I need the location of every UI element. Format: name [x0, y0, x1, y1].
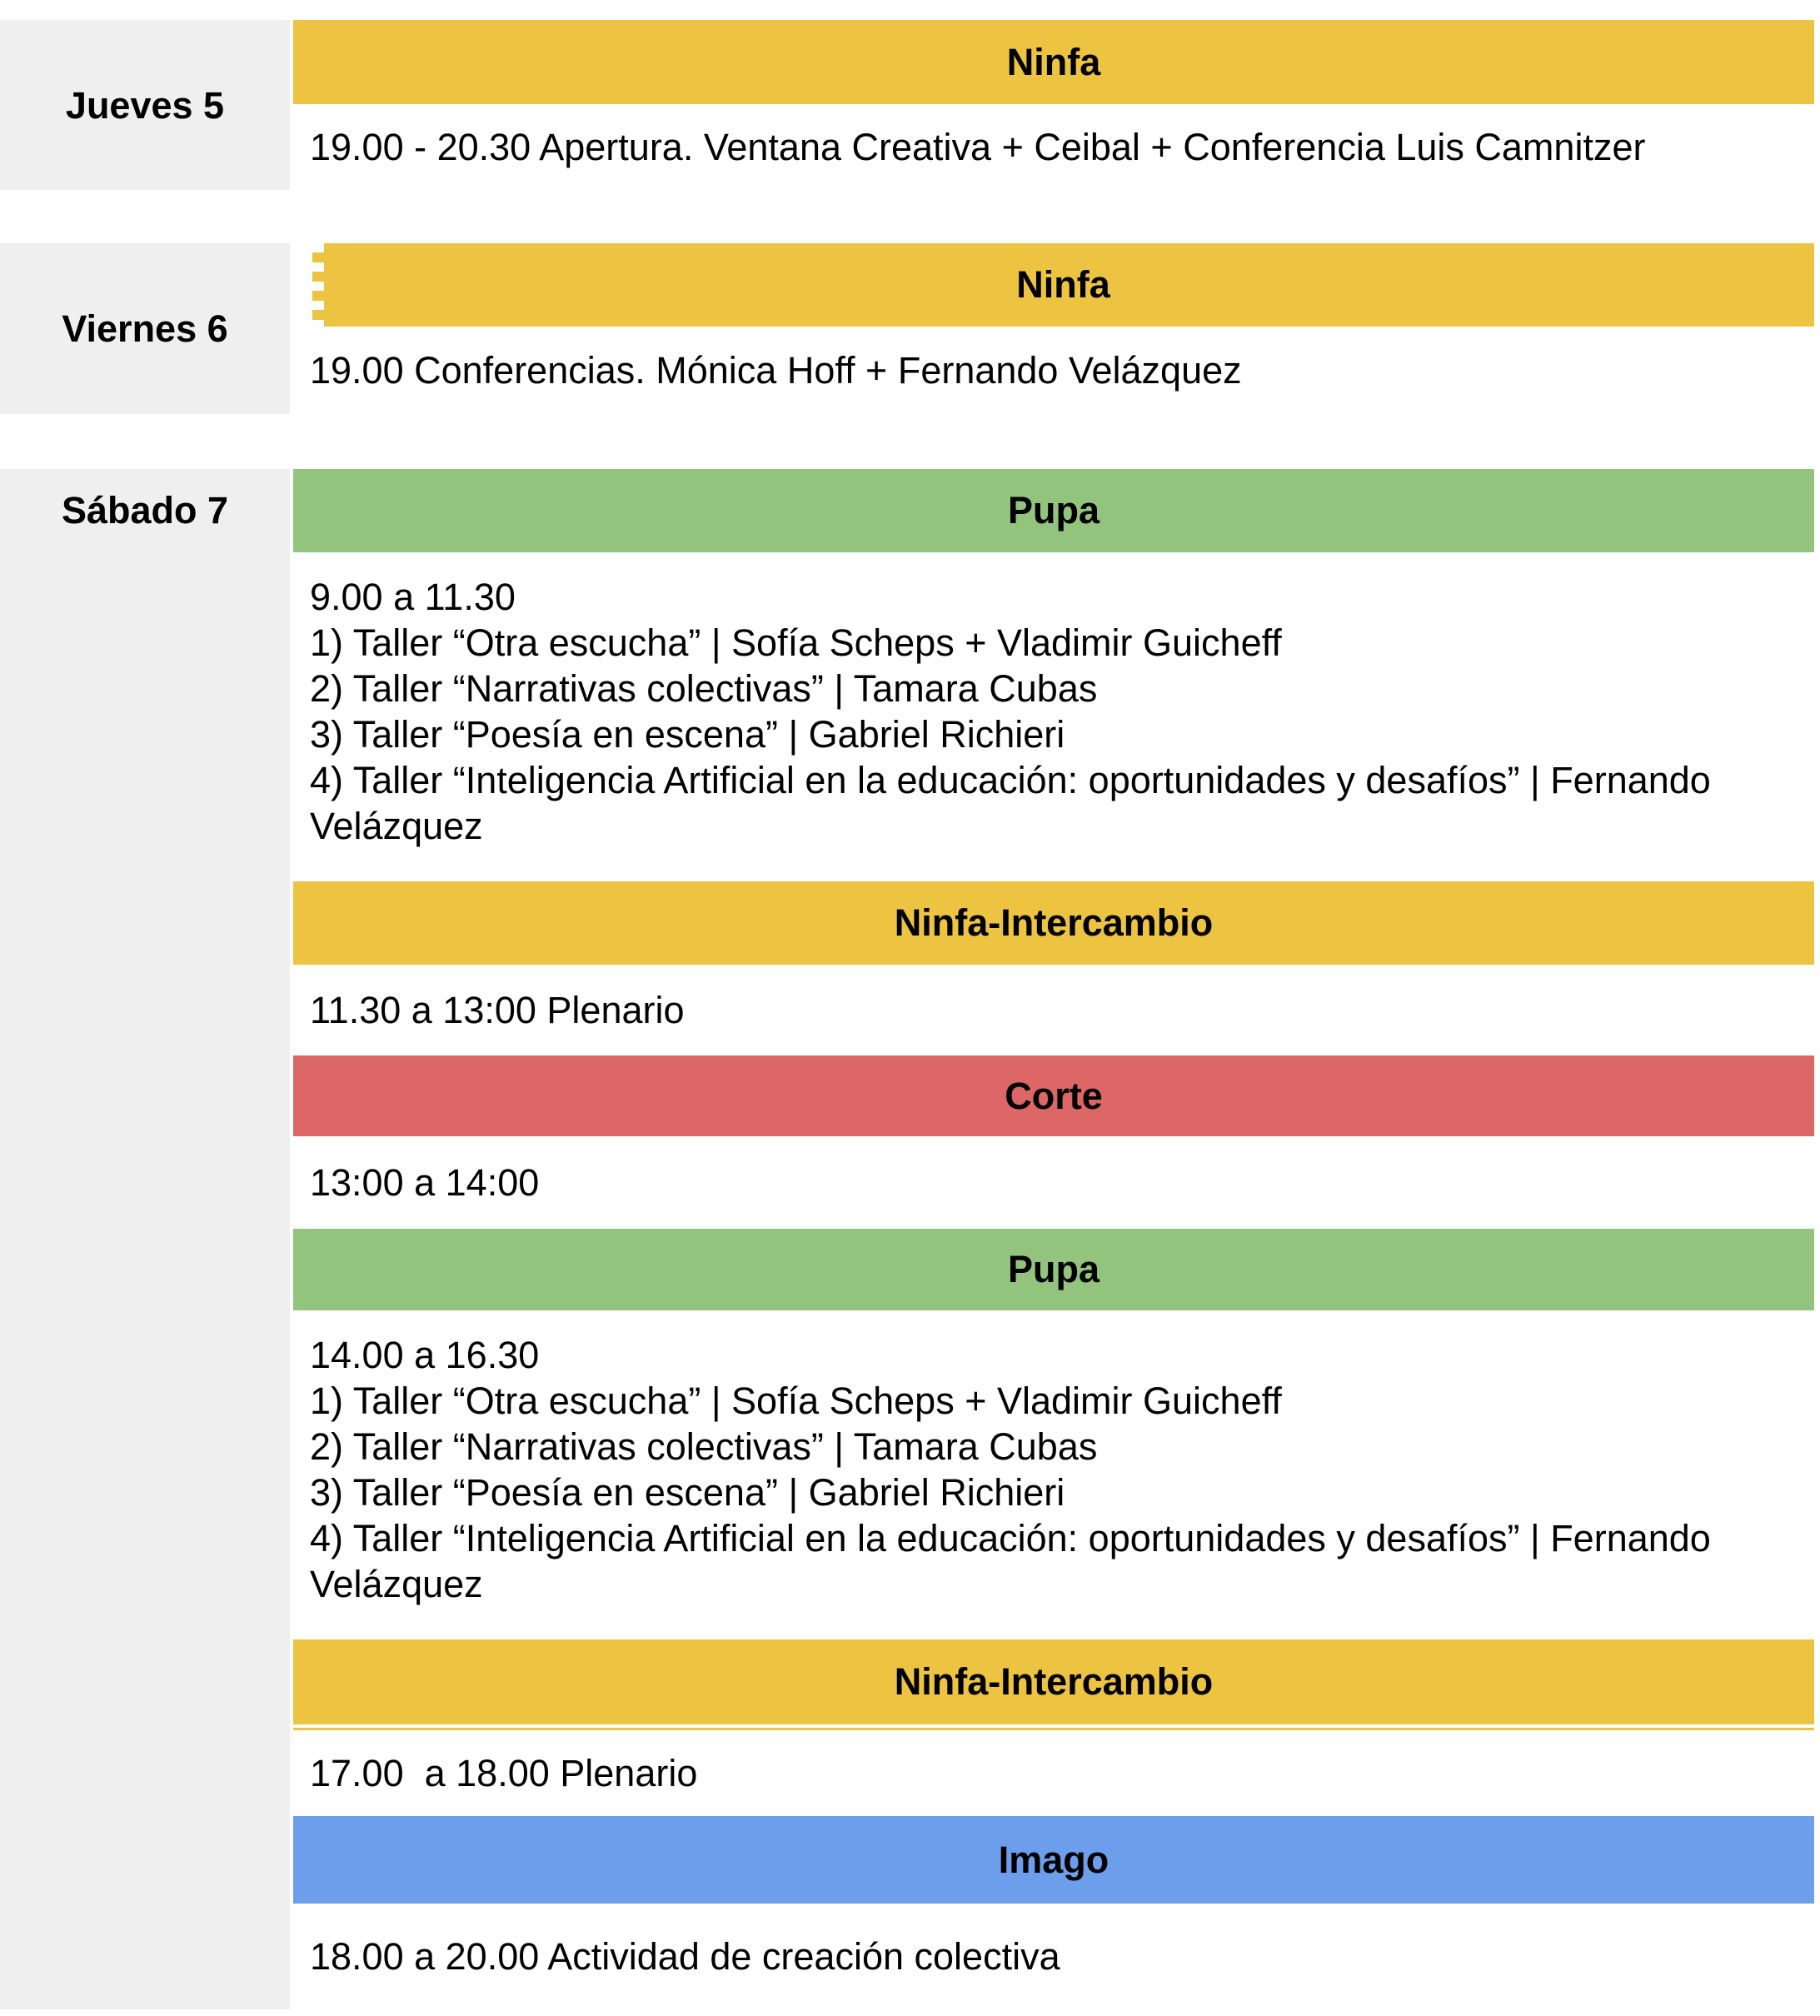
workshop-line: 2) Taller “Narrativas colectivas” | Tamara Cubas	[310, 1425, 1098, 1468]
room-bar-label: Imago	[998, 1838, 1109, 1881]
room-bar-label: Corte	[1005, 1074, 1103, 1117]
room-bar-pupa	[293, 469, 1814, 552]
workshop-block-morning	[293, 552, 1814, 881]
event-row	[293, 327, 1814, 414]
day-cell-sabado	[0, 469, 290, 2009]
room-bar-label: Ninfa	[1016, 263, 1110, 306]
room-bar-ninfa-intercambio	[293, 1639, 1814, 1724]
workshop-line: 14.00 a 16.30	[310, 1334, 540, 1376]
workshop-line: 4) Taller “Inteligencia Artificial en la educación: oportunidades y desafíos” | Fernando Velázquez	[310, 1517, 1722, 1605]
room-bar-ninfa-intercambio	[293, 881, 1814, 965]
day-cell-viernes	[0, 243, 290, 414]
day-section-jueves	[0, 20, 1820, 190]
room-bar-imago	[293, 1816, 1814, 1904]
event-text: 11.30 a 13:00 Plenario	[310, 989, 685, 1031]
day-label: Sábado 7	[61, 489, 229, 531]
day-content-jueves	[293, 20, 1814, 190]
room-bar-label: Ninfa-Intercambio	[894, 901, 1214, 944]
event-row	[293, 1904, 1814, 2009]
workshop-line: 3) Taller “Poesía en escena” | Gabriel Richieri	[310, 1471, 1065, 1514]
room-bar-corte	[293, 1055, 1814, 1136]
event-text: 19.00 - 20.30 Apertura. Ventana Creativa + Ceibal + Conferencia Luis Camnitzer	[310, 126, 1646, 168]
day-label: Viernes 6	[62, 307, 228, 350]
event-row	[293, 1136, 1814, 1229]
event-row	[293, 965, 1814, 1055]
event-text: 19.00 Conferencias. Mónica Hoff + Fernando Velázquez	[310, 349, 1242, 392]
section-gap	[0, 414, 1820, 469]
workshop-line: 1) Taller “Otra escucha” | Sofía Scheps + Vladimir Guicheff	[310, 621, 1282, 664]
event-text: 18.00 a 20.00 Actividad de creación colectiva	[310, 1935, 1060, 1978]
workshop-line: 4) Taller “Inteligencia Artificial en la educación: oportunidades y desafíos” | Fernando Velázquez	[310, 759, 1722, 847]
day-cell-jueves	[0, 20, 290, 190]
workshop-line: 2) Taller “Narrativas colectivas” | Tamara Cubas	[310, 667, 1098, 710]
event-text: 17.00 a 18.00 Plenario	[310, 1752, 698, 1794]
day-section-viernes	[0, 243, 1820, 414]
workshop-block-afternoon	[293, 1310, 1814, 1639]
day-section-sabado	[0, 469, 1820, 2009]
room-bar-ninfa-intercambio-wrap	[293, 1639, 1814, 1730]
room-bar-ninfa	[293, 20, 1814, 104]
section-gap	[0, 190, 1820, 243]
room-bar-pupa	[293, 1229, 1814, 1310]
room-bar-ninfa	[312, 243, 1814, 327]
day-label: Jueves 5	[65, 83, 225, 127]
room-bar-label: Pupa	[1007, 1248, 1100, 1290]
workshop-line: 3) Taller “Poesía en escena” | Gabriel Richieri	[310, 713, 1065, 756]
room-bar-label: Ninfa-Intercambio	[894, 1660, 1214, 1703]
room-bar-label: Ninfa	[1006, 40, 1101, 83]
workshop-line: 9.00 a 11.30	[310, 576, 516, 618]
event-row	[293, 104, 1814, 190]
event-row	[293, 1730, 1814, 1816]
day-content-sabado	[293, 469, 1814, 2009]
workshop-line: 1) Taller “Otra escucha” | Sofía Scheps + Vladimir Guicheff	[310, 1380, 1282, 1422]
day-content-viernes	[293, 243, 1814, 414]
room-bar-label: Pupa	[1007, 489, 1100, 531]
event-text: 13:00 a 14:00	[310, 1161, 540, 1204]
